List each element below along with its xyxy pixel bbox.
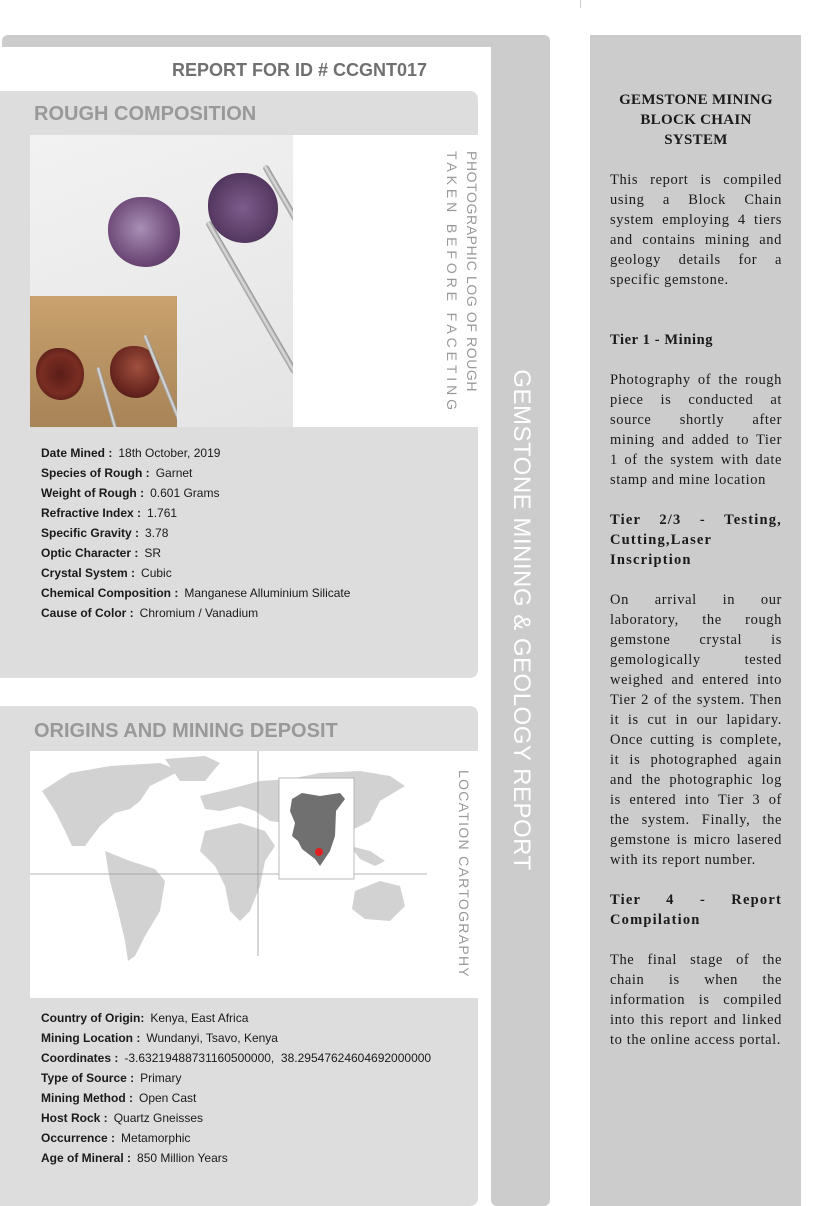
spec-row	[41, 543, 350, 563]
spec-value: Quartz Gneisses	[113, 1111, 204, 1125]
spec-row	[41, 1008, 431, 1028]
spec-row	[41, 1108, 431, 1128]
spec-label: Age of Mineral :	[41, 1151, 132, 1165]
location-map	[30, 751, 478, 998]
south-america-shape	[105, 851, 165, 961]
spec-row	[41, 443, 350, 463]
spec-label: Specific Gravity :	[41, 526, 140, 540]
origin-spec-list	[41, 1008, 431, 1168]
spec-label: Crystal System :	[41, 566, 136, 580]
spec-value: Manganese Alluminium Silicate	[184, 586, 351, 600]
spec-label: Chemical Composition :	[41, 586, 179, 600]
photo-caption	[439, 151, 479, 413]
spec-label: Host Rock :	[41, 1111, 108, 1125]
tier-heading: Tier 2/3 - Testing, Cutting,Laser Inscription	[610, 512, 782, 568]
spec-row	[41, 1148, 431, 1168]
photo-caption-line	[443, 151, 461, 413]
spine-title-text: GEMSTONE MINING & GEOLOGY REPORT	[507, 369, 535, 871]
spec-label: Coordinates :	[41, 1051, 119, 1065]
rough-gem-image	[108, 197, 180, 267]
spec-label: Cause of Color :	[41, 606, 134, 620]
spec-value: SR	[144, 546, 162, 560]
spec-label: Optic Character :	[41, 546, 139, 560]
spec-row	[41, 1028, 431, 1048]
sidebar-content	[610, 90, 782, 1050]
rough-gem-image	[36, 348, 84, 400]
map-caption-text: LOCATION CARTOGRAPHY	[456, 770, 472, 979]
photo-caption-line1: PHOTOGRAPHIC LOG OF ROUGH	[464, 151, 480, 393]
rough-gem-inset-photo	[30, 296, 177, 427]
blockchain-info-sidebar	[590, 35, 801, 1206]
spec-row	[41, 503, 350, 523]
tweezer-image	[205, 220, 293, 375]
world-map	[30, 751, 478, 998]
spec-value: 18th October, 2019	[118, 446, 221, 460]
spec-label: Country of Origin:	[41, 1011, 145, 1025]
spec-value: 0.601 Grams	[150, 486, 220, 500]
mine-location-marker	[315, 848, 323, 856]
spec-label: Refractive Index :	[41, 506, 142, 520]
spec-label: Mining Method :	[41, 1091, 133, 1105]
spec-row	[41, 1048, 431, 1068]
spec-value: Chromium / Vanadium	[139, 606, 259, 620]
sidebar-title: GEMSTONE MINING BLOCK CHAIN SYSTEM	[619, 92, 773, 148]
tier-body: On arrival in our laboratory, the rough gemstone crystal is gemologically tested weighed and entered into Tier 2 of the system. Then it is cut in our lapidary. Once cutting is complete, it is photographed again and the photographic log is entered into Tier 3 of the system. Finally, the gemstone is micro lasered with its report number.	[610, 592, 782, 868]
spec-row	[41, 463, 350, 483]
spec-value: Kenya, East Africa	[150, 1011, 249, 1025]
rough-composition-panel	[0, 91, 478, 678]
spec-label: Type of Source :	[41, 1071, 135, 1085]
photo-caption-line	[463, 151, 481, 413]
spec-label: Date Mined :	[41, 446, 113, 460]
rough-spec-list	[41, 443, 350, 623]
spec-value: 850 Million Years	[137, 1151, 228, 1165]
rough-gemstone-photo	[30, 135, 293, 427]
spec-value: Metamorphic	[121, 1131, 191, 1145]
spec-label: Occurrence :	[41, 1131, 116, 1145]
tier-heading: Tier 4 - Report Compilation	[610, 892, 782, 928]
rough-photo-area	[30, 135, 478, 427]
report-id-heading: REPORT FOR ID # CCGNT017	[172, 60, 428, 80]
africa-shape	[200, 823, 275, 921]
spec-label: Weight of Rough :	[41, 486, 145, 500]
southeast-asia-shape	[350, 846, 385, 866]
spec-label: Mining Location :	[41, 1031, 141, 1045]
spec-label: Species of Rough :	[41, 466, 150, 480]
greenland-shape	[165, 756, 220, 781]
spec-value: Primary	[140, 1071, 182, 1085]
rough-composition-title: ROUGH COMPOSITION	[34, 103, 257, 125]
spec-row	[41, 483, 350, 503]
tier-body: The final stage of the chain is when the information is compiled into this report and linked to the online access portal.	[610, 952, 782, 1048]
map-caption-line	[455, 770, 473, 980]
spec-row	[41, 1068, 431, 1088]
sidebar-intro: This report is compiled using a Block Chain system employing 4 tiers and contains mining and geology details for a specific gemstone.	[610, 172, 782, 288]
spec-value: Open Cast	[138, 1091, 197, 1105]
australia-shape	[352, 881, 405, 921]
spec-row	[41, 583, 350, 603]
spec-value: Wundanyi, Tsavo, Kenya	[146, 1031, 278, 1045]
north-america-shape	[42, 763, 180, 846]
spec-value: 1.761	[147, 506, 178, 520]
spec-value: Cubic	[141, 566, 172, 580]
spec-value: Garnet	[155, 466, 193, 480]
photo-caption-line2: TAKEN BEFORE FACETING	[444, 151, 460, 414]
map-caption	[452, 770, 476, 980]
spine-title	[491, 360, 550, 880]
top-divider-tick	[580, 0, 581, 8]
spec-row	[41, 563, 350, 583]
tier-body: Photography of the rough piece is conducted at source shortly after mining and added to Tier 1 of the system with date stamp and mine location	[610, 372, 782, 488]
spec-row	[41, 1128, 431, 1148]
spec-row	[41, 523, 350, 543]
rough-gem-image	[208, 173, 278, 243]
frame-top-bar	[2, 35, 550, 47]
spec-row	[41, 1088, 431, 1108]
spec-row	[41, 603, 350, 623]
spec-value: 3.78	[145, 526, 169, 540]
tier-heading: Tier 1 - Mining	[610, 332, 714, 348]
spec-value: -3.63219488731160500000, 38.29547624604692000000	[124, 1051, 432, 1065]
origins-title: ORIGINS AND MINING DEPOSIT	[34, 720, 338, 742]
origins-panel	[0, 706, 478, 1206]
